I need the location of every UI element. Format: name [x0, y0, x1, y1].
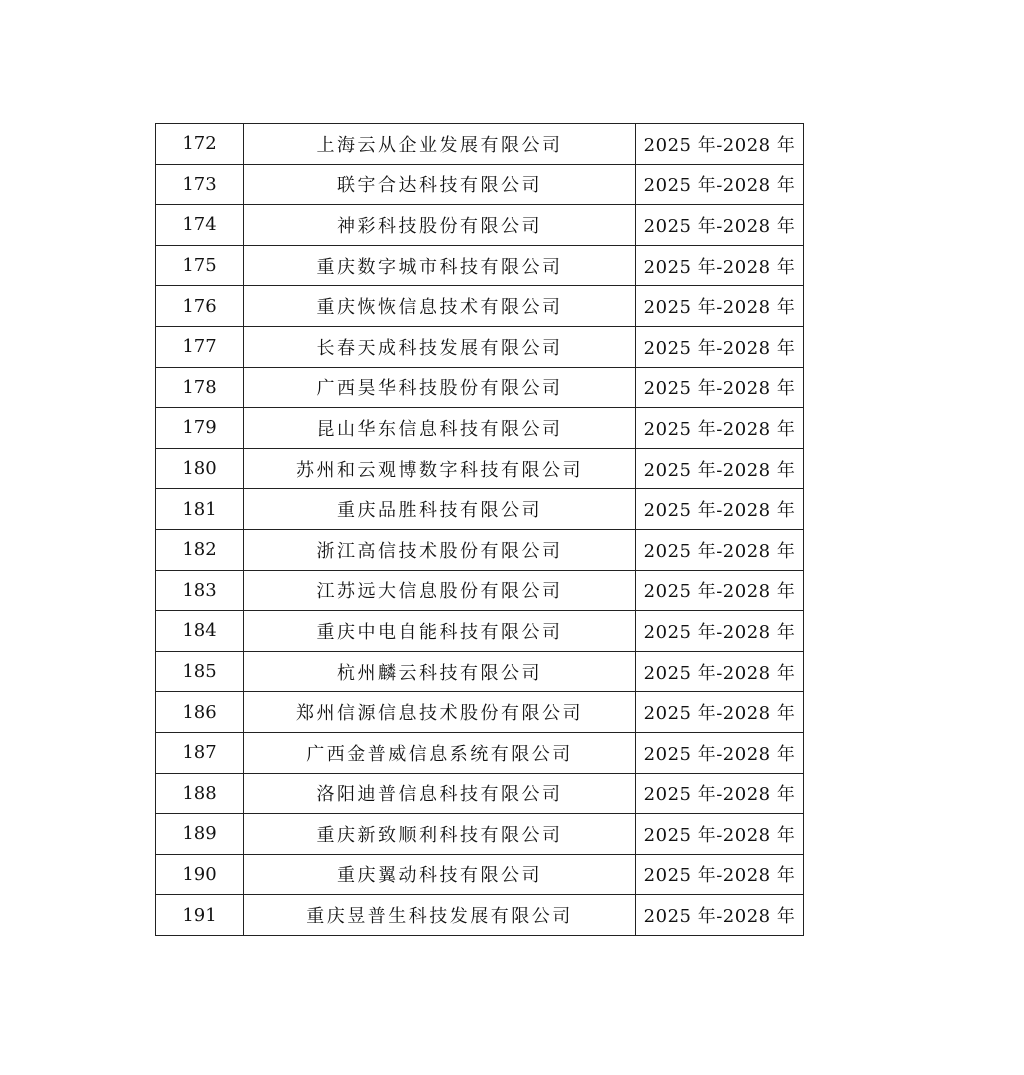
table-row [156, 164, 804, 205]
validity-period: 2025 年-2028 年 [636, 245, 804, 286]
row-number: 177 [156, 326, 244, 367]
table-row [156, 245, 804, 286]
row-number: 188 [156, 773, 244, 814]
row-number: 184 [156, 611, 244, 652]
table-row [156, 692, 804, 733]
table-row [156, 895, 804, 936]
row-number: 187 [156, 732, 244, 773]
row-number: 178 [156, 367, 244, 408]
company-name: 上海云从企业发展有限公司 [244, 124, 636, 165]
company-name: 神彩科技股份有限公司 [244, 205, 636, 246]
table-row [156, 773, 804, 814]
company-name: 江苏远大信息股份有限公司 [244, 570, 636, 611]
company-name: 广西昊华科技股份有限公司 [244, 367, 636, 408]
validity-period: 2025 年-2028 年 [636, 367, 804, 408]
company-name: 浙江高信技术股份有限公司 [244, 529, 636, 570]
validity-period: 2025 年-2028 年 [636, 692, 804, 733]
row-number: 181 [156, 489, 244, 530]
company-name: 重庆昱普生科技发展有限公司 [244, 895, 636, 936]
row-number: 185 [156, 651, 244, 692]
validity-period: 2025 年-2028 年 [636, 408, 804, 449]
company-name: 重庆翼动科技有限公司 [244, 854, 636, 895]
table-row [156, 286, 804, 327]
row-number: 191 [156, 895, 244, 936]
table-row [156, 651, 804, 692]
validity-period: 2025 年-2028 年 [636, 611, 804, 652]
table-row [156, 611, 804, 652]
company-name: 重庆中电自能科技有限公司 [244, 611, 636, 652]
validity-period: 2025 年-2028 年 [636, 326, 804, 367]
table-row [156, 529, 804, 570]
document-page [155, 123, 803, 936]
company-name: 杭州麟云科技有限公司 [244, 651, 636, 692]
row-number: 186 [156, 692, 244, 733]
company-name: 郑州信源信息技术股份有限公司 [244, 692, 636, 733]
row-number: 176 [156, 286, 244, 327]
table-row [156, 448, 804, 489]
validity-period: 2025 年-2028 年 [636, 286, 804, 327]
company-name: 重庆新致顺利科技有限公司 [244, 814, 636, 855]
validity-period: 2025 年-2028 年 [636, 732, 804, 773]
row-number: 172 [156, 124, 244, 165]
validity-period: 2025 年-2028 年 [636, 205, 804, 246]
row-number: 189 [156, 814, 244, 855]
table-row [156, 367, 804, 408]
table-row [156, 814, 804, 855]
row-number: 175 [156, 245, 244, 286]
row-number: 180 [156, 448, 244, 489]
row-number: 179 [156, 408, 244, 449]
validity-period: 2025 年-2028 年 [636, 854, 804, 895]
company-name: 广西金普威信息系统有限公司 [244, 732, 636, 773]
validity-period: 2025 年-2028 年 [636, 773, 804, 814]
table-row [156, 732, 804, 773]
validity-period: 2025 年-2028 年 [636, 489, 804, 530]
table-row [156, 205, 804, 246]
table-row [156, 326, 804, 367]
table-row [156, 408, 804, 449]
company-table [155, 123, 804, 936]
validity-period: 2025 年-2028 年 [636, 570, 804, 611]
validity-period: 2025 年-2028 年 [636, 529, 804, 570]
company-name: 重庆数字城市科技有限公司 [244, 245, 636, 286]
row-number: 182 [156, 529, 244, 570]
validity-period: 2025 年-2028 年 [636, 651, 804, 692]
validity-period: 2025 年-2028 年 [636, 124, 804, 165]
company-table-body [156, 124, 804, 936]
row-number: 190 [156, 854, 244, 895]
table-row [156, 570, 804, 611]
company-name: 重庆品胜科技有限公司 [244, 489, 636, 530]
company-name: 重庆恢恢信息技术有限公司 [244, 286, 636, 327]
validity-period: 2025 年-2028 年 [636, 895, 804, 936]
validity-period: 2025 年-2028 年 [636, 164, 804, 205]
validity-period: 2025 年-2028 年 [636, 814, 804, 855]
row-number: 183 [156, 570, 244, 611]
row-number: 173 [156, 164, 244, 205]
company-name: 联宇合达科技有限公司 [244, 164, 636, 205]
company-name: 长春天成科技发展有限公司 [244, 326, 636, 367]
company-name: 苏州和云观博数字科技有限公司 [244, 448, 636, 489]
row-number: 174 [156, 205, 244, 246]
table-row [156, 489, 804, 530]
company-name: 洛阳迪普信息科技有限公司 [244, 773, 636, 814]
table-row [156, 854, 804, 895]
company-name: 昆山华东信息科技有限公司 [244, 408, 636, 449]
validity-period: 2025 年-2028 年 [636, 448, 804, 489]
table-row [156, 124, 804, 165]
